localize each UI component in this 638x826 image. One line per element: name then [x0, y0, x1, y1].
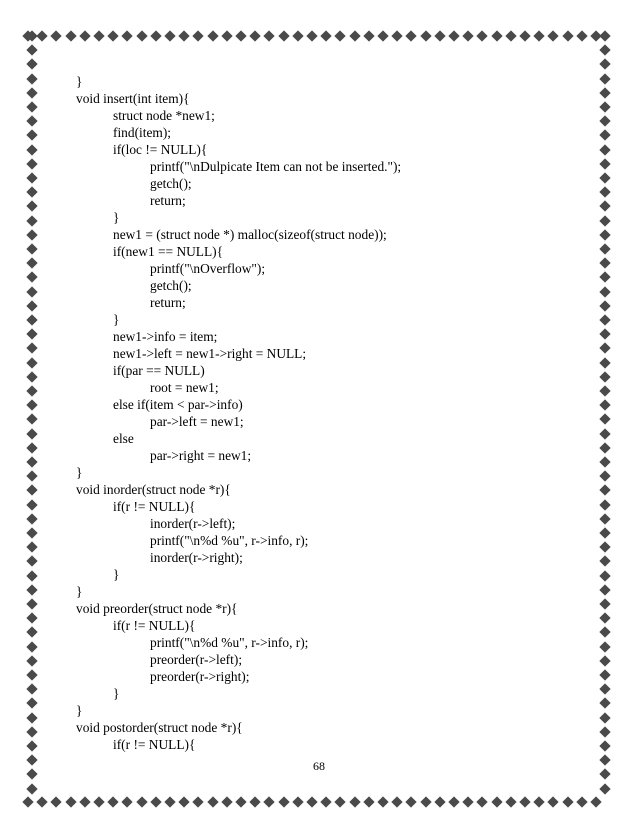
diamond-icon: [599, 726, 610, 737]
diamond-icon: [599, 527, 610, 538]
code-line: }: [76, 74, 83, 89]
diamond-icon: [51, 30, 62, 41]
diamond-icon: [26, 286, 37, 297]
diamond-icon: [26, 300, 37, 311]
diamond-icon: [278, 796, 289, 807]
diamond-icon: [26, 144, 37, 155]
diamond-icon: [26, 272, 37, 283]
diamond-icon: [26, 385, 37, 396]
diamond-icon: [26, 726, 37, 737]
diamond-icon: [26, 485, 37, 496]
diamond-icon: [599, 556, 610, 567]
code-line: else if(item < par->info): [113, 397, 243, 412]
diamond-icon: [599, 116, 610, 127]
diamond-icon: [363, 30, 374, 41]
diamond-icon: [250, 30, 261, 41]
code-line: return;: [150, 193, 186, 208]
diamond-icon: [26, 783, 37, 794]
diamond-icon: [79, 796, 90, 807]
code-line: par->right = new1;: [150, 448, 252, 463]
code-line: par->left = new1;: [150, 414, 244, 429]
diamond-icon: [576, 796, 587, 807]
diamond-icon: [306, 796, 317, 807]
diamond-icon: [26, 45, 37, 56]
diamond-icon: [392, 796, 403, 807]
diamond-icon: [599, 456, 610, 467]
diamond-icon: [599, 513, 610, 524]
diamond-icon: [26, 158, 37, 169]
code-line: return;: [150, 295, 186, 310]
diamond-icon: [599, 499, 610, 510]
diamond-icon: [26, 371, 37, 382]
diamond-icon: [434, 30, 445, 41]
diamond-icon: [26, 698, 37, 709]
diamond-icon: [349, 796, 360, 807]
diamond-icon: [599, 570, 610, 581]
diamond-icon: [377, 30, 388, 41]
diamond-icon: [26, 215, 37, 226]
code-line: if(r != NULL){: [113, 499, 196, 514]
diamond-icon: [599, 428, 610, 439]
diamond-icon: [122, 30, 133, 41]
diamond-icon: [599, 740, 610, 751]
diamond-icon: [420, 796, 431, 807]
diamond-icon: [599, 471, 610, 482]
diamond-icon: [26, 740, 37, 751]
diamond-icon: [477, 796, 488, 807]
diamond-icon: [26, 258, 37, 269]
diamond-icon: [26, 130, 37, 141]
diamond-icon: [136, 30, 147, 41]
diamond-icon: [179, 796, 190, 807]
diamond-icon: [26, 87, 37, 98]
diamond-icon: [349, 30, 360, 41]
diamond-icon: [599, 45, 610, 56]
code-line: void inorder(struct node *r){: [76, 482, 231, 497]
code-line: inorder(r->left);: [150, 516, 236, 531]
diamond-icon: [26, 613, 37, 624]
code-line: }: [76, 703, 83, 718]
diamond-icon: [599, 187, 610, 198]
diamond-icon: [292, 30, 303, 41]
diamond-icon: [599, 712, 610, 723]
diamond-icon: [179, 30, 190, 41]
code-line: inorder(r->right);: [150, 550, 243, 565]
diamond-icon: [26, 669, 37, 680]
diamond-icon: [434, 796, 445, 807]
diamond-icon: [599, 641, 610, 652]
diamond-icon: [26, 513, 37, 524]
border-right: [598, 0, 612, 826]
diamond-icon: [26, 187, 37, 198]
diamond-icon: [335, 30, 346, 41]
diamond-icon: [599, 485, 610, 496]
code-line: if(par == NULL): [113, 363, 205, 378]
diamond-icon: [306, 30, 317, 41]
diamond-icon: [519, 796, 530, 807]
diamond-icon: [264, 30, 275, 41]
code-line: preorder(r->right);: [150, 669, 250, 684]
diamond-icon: [599, 314, 610, 325]
diamond-icon: [193, 30, 204, 41]
diamond-icon: [562, 30, 573, 41]
diamond-icon: [26, 471, 37, 482]
code-line: printf("\n%d %u", r->info, r);: [150, 635, 309, 650]
diamond-icon: [599, 414, 610, 425]
diamond-icon: [599, 698, 610, 709]
code-line: }: [113, 686, 120, 701]
diamond-icon: [599, 400, 610, 411]
diamond-icon: [335, 796, 346, 807]
code-line: getch();: [150, 278, 192, 293]
diamond-icon: [406, 30, 417, 41]
diamond-icon: [26, 527, 37, 538]
diamond-icon: [491, 30, 502, 41]
diamond-icon: [26, 556, 37, 567]
diamond-icon: [150, 796, 161, 807]
diamond-icon: [599, 598, 610, 609]
diamond-icon: [26, 329, 37, 340]
diamond-icon: [377, 796, 388, 807]
diamond-icon: [599, 669, 610, 680]
diamond-icon: [463, 30, 474, 41]
diamond-icon: [26, 101, 37, 112]
diamond-icon: [26, 400, 37, 411]
code-line: else: [113, 431, 134, 446]
diamond-icon: [26, 343, 37, 354]
diamond-icon: [207, 30, 218, 41]
code-line: }: [113, 567, 120, 582]
diamond-icon: [26, 684, 37, 695]
diamond-icon: [122, 796, 133, 807]
diamond-icon: [264, 796, 275, 807]
diamond-icon: [26, 73, 37, 84]
diamond-icon: [93, 30, 104, 41]
diamond-icon: [534, 796, 545, 807]
diamond-icon: [26, 428, 37, 439]
diamond-icon: [26, 116, 37, 127]
diamond-icon: [448, 30, 459, 41]
code-line: new1->left = new1->right = NULL;: [113, 346, 307, 361]
diamond-icon: [26, 314, 37, 325]
diamond-icon: [136, 796, 147, 807]
diamond-icon: [491, 796, 502, 807]
code-line: preorder(r->left);: [150, 652, 243, 667]
diamond-icon: [26, 655, 37, 666]
diamond-icon: [576, 30, 587, 41]
diamond-icon: [292, 796, 303, 807]
diamond-icon: [79, 30, 90, 41]
diamond-icon: [448, 796, 459, 807]
diamond-icon: [599, 286, 610, 297]
diamond-icon: [321, 796, 332, 807]
diamond-icon: [562, 796, 573, 807]
border-bottom: [0, 795, 638, 809]
diamond-icon: [235, 30, 246, 41]
diamond-icon: [599, 215, 610, 226]
diamond-icon: [406, 796, 417, 807]
diamond-icon: [26, 712, 37, 723]
code-line: }: [76, 465, 83, 480]
diamond-icon: [599, 655, 610, 666]
diamond-icon: [164, 30, 175, 41]
code-line: }: [113, 210, 120, 225]
diamond-icon: [207, 796, 218, 807]
diamond-icon: [51, 796, 62, 807]
diamond-icon: [250, 796, 261, 807]
border-top: [0, 29, 638, 43]
diamond-icon: [26, 627, 37, 638]
diamond-icon: [519, 30, 530, 41]
code-line: struct node *new1;: [113, 108, 215, 123]
diamond-icon: [363, 796, 374, 807]
diamond-icon: [26, 30, 37, 41]
diamond-icon: [599, 542, 610, 553]
code-line: printf("\n%d %u", r->info, r);: [150, 533, 309, 548]
diamond-icon: [26, 172, 37, 183]
diamond-icon: [26, 598, 37, 609]
diamond-icon: [221, 30, 232, 41]
code-line: new1->info = item;: [113, 329, 218, 344]
code-line: getch();: [150, 176, 192, 191]
code-line: printf("\nOverflow");: [150, 261, 266, 276]
diamond-icon: [235, 796, 246, 807]
diamond-icon: [26, 442, 37, 453]
page-number: 68: [313, 759, 325, 773]
diamond-icon: [599, 613, 610, 624]
code-line: if(new1 == NULL){: [113, 244, 224, 259]
diamond-icon: [108, 796, 119, 807]
diamond-icon: [599, 684, 610, 695]
code-line: if(r != NULL){: [113, 737, 196, 752]
diamond-icon: [599, 371, 610, 382]
border-left: [25, 0, 39, 826]
code-line: void postorder(struct node *r){: [76, 720, 243, 735]
diamond-icon: [65, 30, 76, 41]
diamond-icon: [26, 414, 37, 425]
code-line: root = new1;: [150, 380, 219, 395]
diamond-icon: [93, 796, 104, 807]
diamond-icon: [534, 30, 545, 41]
diamond-icon: [599, 144, 610, 155]
diamond-icon: [599, 201, 610, 212]
diamond-icon: [65, 796, 76, 807]
diamond-icon: [26, 584, 37, 595]
diamond-icon: [599, 59, 610, 70]
diamond-icon: [26, 499, 37, 510]
code-line: void preorder(struct node *r){: [76, 601, 238, 616]
diamond-icon: [26, 59, 37, 70]
diamond-icon: [599, 130, 610, 141]
diamond-icon: [599, 172, 610, 183]
diamond-icon: [26, 641, 37, 652]
diamond-icon: [420, 30, 431, 41]
diamond-icon: [599, 300, 610, 311]
diamond-icon: [26, 357, 37, 368]
diamond-icon: [599, 442, 610, 453]
diamond-icon: [599, 87, 610, 98]
diamond-icon: [599, 229, 610, 240]
diamond-icon: [505, 796, 516, 807]
code-line: if(r != NULL){: [113, 618, 196, 633]
diamond-icon: [26, 456, 37, 467]
diamond-icon: [599, 627, 610, 638]
diamond-icon: [599, 30, 610, 41]
code-line: }: [113, 312, 120, 327]
diamond-icon: [193, 796, 204, 807]
diamond-icon: [164, 796, 175, 807]
diamond-icon: [599, 584, 610, 595]
code-line: find(item);: [113, 125, 172, 140]
diamond-icon: [505, 30, 516, 41]
code-line: new1 = (struct node *) malloc(sizeof(struct node));: [113, 227, 387, 242]
code-line: printf("\nDulpicate Item can not be inserted.");: [150, 159, 402, 174]
diamond-icon: [599, 272, 610, 283]
code-listing: [76, 73, 401, 753]
code-line: void insert(int item){: [76, 91, 190, 106]
diamond-icon: [599, 243, 610, 254]
diamond-icon: [599, 258, 610, 269]
diamond-icon: [26, 243, 37, 254]
diamond-icon: [26, 570, 37, 581]
code-line: }: [76, 584, 83, 599]
diamond-icon: [599, 158, 610, 169]
diamond-icon: [599, 783, 610, 794]
diamond-icon: [108, 30, 119, 41]
diamond-icon: [599, 329, 610, 340]
code-line: if(loc != NULL){: [113, 142, 208, 157]
diamond-icon: [599, 385, 610, 396]
diamond-icon: [278, 30, 289, 41]
diamond-icon: [321, 30, 332, 41]
diamond-icon: [392, 30, 403, 41]
diamond-icon: [463, 796, 474, 807]
diamond-icon: [599, 101, 610, 112]
diamond-icon: [548, 796, 559, 807]
diamond-icon: [26, 542, 37, 553]
diamond-icon: [26, 229, 37, 240]
diamond-icon: [599, 73, 610, 84]
diamond-icon: [477, 30, 488, 41]
diamond-icon: [221, 796, 232, 807]
diamond-icon: [599, 343, 610, 354]
diamond-icon: [26, 201, 37, 212]
diamond-icon: [599, 357, 610, 368]
diamond-icon: [548, 30, 559, 41]
diamond-icon: [150, 30, 161, 41]
